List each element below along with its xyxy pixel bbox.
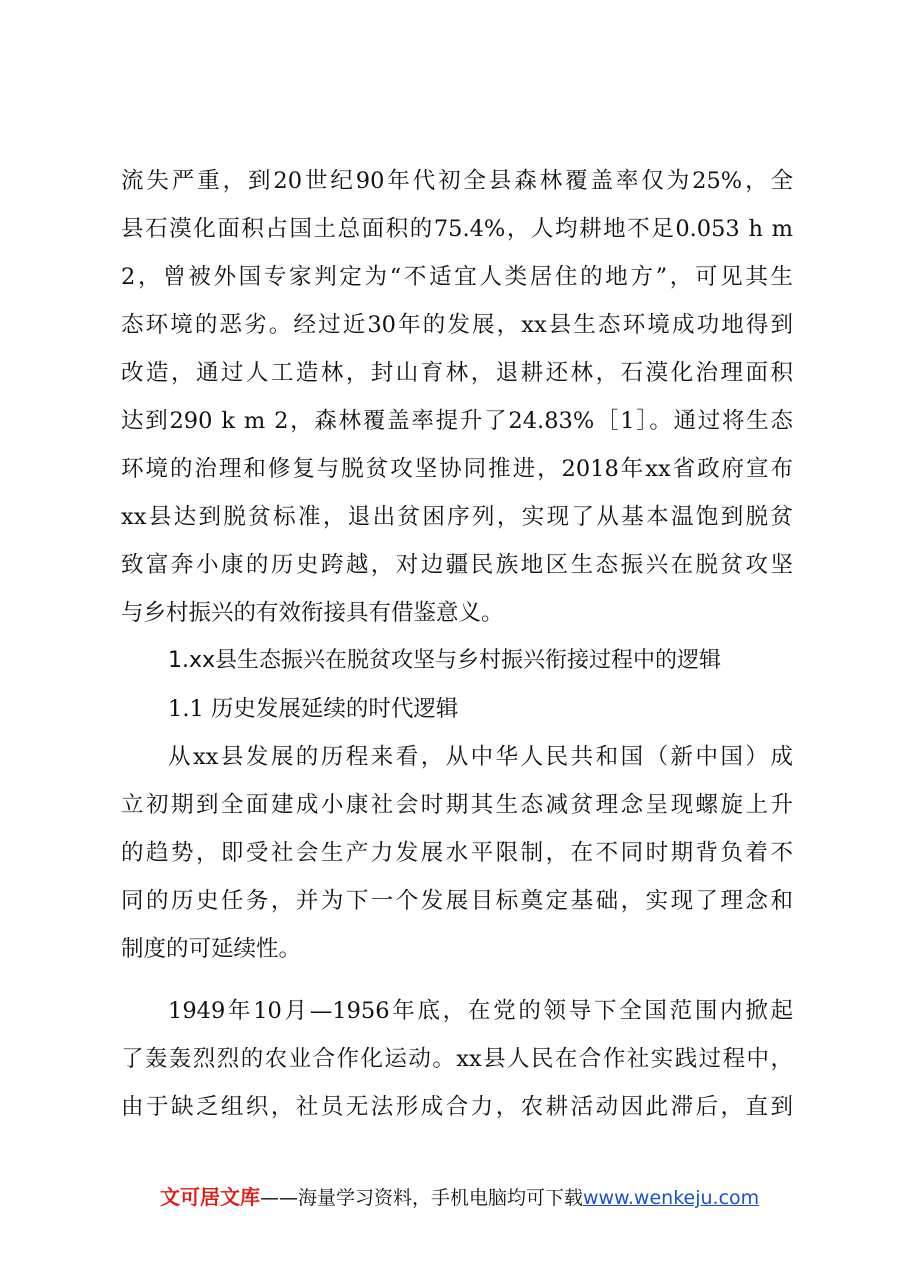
text-line: 环境的治理和修复与脱贫攻坚协同推进，2018年xx省政府宣布 (121, 456, 793, 482)
text-line: 了轰轰烈烈的农业合作化运动。xx县人民在合作社实践过程中， (121, 1046, 793, 1072)
footer-tagline: ——海量学习资料，手机电脑均可下载 (260, 1187, 584, 1209)
text-line: 流失严重，到20世纪90年代初全县森林覆盖率仅为25%，全 (121, 168, 793, 194)
text-line: 态环境的恶劣。经过近30年的发展，xx县生态环境成功地得到 (121, 312, 793, 338)
paragraph-3 (121, 987, 793, 1131)
text-line: 由于缺乏组织，社员无法形成合力，农耕活动因此滞后，直到 (121, 1094, 793, 1120)
text-line: 改造，通过人工造林，封山育林，退耕还林，石漠化治理面积 (121, 360, 793, 386)
paragraph-2 (121, 733, 793, 973)
text-line: 制度的可延续性。 (121, 936, 302, 962)
text-line: 与乡村振兴的有效衔接具有借鉴意义。 (121, 600, 504, 626)
text-line: 县石漠化面积占国土总面积的75.4%，人均耕地不足0.053 h m (121, 216, 793, 242)
text-line: 2，曾被外国专家判定为“不适宜人类居住的地方”，可见其生 (121, 264, 793, 290)
footer-brand: 文可居文库 (160, 1185, 260, 1209)
text-line: 1949年10月—1956年底，在党的领导下全国范围内掀起 (168, 998, 793, 1024)
text-line: 致富奔小康的历史跨越，对边疆民族地区生态振兴在脱贫攻坚 (121, 552, 793, 578)
footer-site-link[interactable]: www.wenkeju.com (583, 1187, 760, 1209)
text-line: 达到290 k m 2，森林覆盖率提升了24.83%［1］。通过将生态 (121, 408, 793, 434)
text-line: 的趋势，即受社会生产力发展水平限制，在不同时期背负着不 (121, 840, 793, 866)
subsection-heading: 1.1 历史发展延续的时代逻辑 (168, 696, 459, 722)
footer-banner (160, 1180, 800, 1215)
text-line: xx县达到脱贫标准，退出贫困序列，实现了从基本温饱到脱贫 (121, 504, 793, 530)
text-line: 从xx县发展的历程来看，从中华人民共和国（新中国）成 (168, 744, 793, 770)
document-body (121, 157, 793, 1131)
text-line: 立初期到全面建成小康社会时期其生态减贫理念呈现螺旋上升 (121, 792, 793, 818)
paragraph-gap (121, 973, 793, 987)
paragraph-1 (121, 157, 793, 637)
text-line: 同的历史任务，并为下一个发展目标奠定基础，实现了理念和 (121, 888, 793, 914)
section-heading: 1.xx县生态振兴在脱贫攻坚与乡村振兴衔接过程中的逻辑 (168, 648, 722, 673)
